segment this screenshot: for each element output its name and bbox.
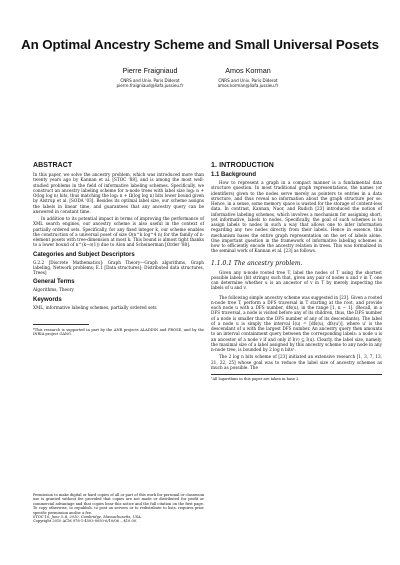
paper-title: An Optimal Ancestry Scheme and Small Universal Posets — [21, 37, 379, 52]
author-name: Pierre Fraigniaud — [122, 66, 178, 75]
abstract-paragraph: In this paper, we solve the ancestry problem, which was introduced more than twenty years ago by Kannan et al. [STOC '88], and is among the most well-studied problems in the field of informative labeling schemes. Specifically, we construct an ancestry labeling scheme for n-node trees with label size log₂ n + O(log log n) bits, thus matching the log₂ n + Ω(log log n) bits lower bound given by Alstrup et al. [SODA '03]. Besides its optimal label size, our scheme assigns the labels in linear time, and guarantees that any ancestry query can be answered in constant time. — [33, 172, 204, 214]
abstract-heading: ABSTRACT — [33, 162, 73, 169]
keywords-text: XML, informative labeling schemes, partially ordered sets — [33, 304, 157, 310]
categories-heading: Categories and Subject Descriptors — [33, 251, 135, 258]
left-column — [33, 162, 204, 339]
permission-text: Permission to make digital or hard copies of all or part of this work for personal or classroom use is granted without fee provided that copies are not made or distributed for profit or commercial advantage and that copies bear this notice and the full citation on the first page. To copy otherwise, to republish, to post on servers or to redistribute to lists, requires prior specific permission and/or a fee. — [33, 493, 204, 515]
introduction-heading: 1. INTRODUCTION — [211, 162, 274, 169]
support-footnote: *This research is supported in part by the ANR projects ALADDIN and PROSE, and by the INRIA project GANG. — [33, 327, 204, 337]
copyright-line: Copyright 2010 ACM 978-1-4503-0050-6/10/06 ...$10.00. — [33, 519, 138, 524]
categories-text: G.2.2 [Discrete Mathematics]: Graph Theory—Graph algorithms, Graph labeling, Network problems; E.1 [Data structures]: Distributed data structures, Trees] — [33, 259, 204, 275]
intro-paragraph: The 2 log n bits scheme of [23] initiated an extensive research [1, 3, 7, 13, 21, 22, 25] whose goal was to reduce the label size of ancestry schemes as much as possible. The — [211, 354, 382, 370]
author-name: Amos Korman — [225, 66, 271, 75]
author-email: amos.korman@liafa.jussieu.fr — [217, 83, 279, 89]
intro-paragraph: How to represent a graph in a compact manner is a fundamental data structure question. In most traditional graph representations, the names (or identifiers) given to the nodes serve merely as pointers to entries in a data structure, and thus reveal no information about the graph structure per se. Hence, in a sense, some memory space is wasted for the storage of content-less data. In contrast, Kannan, Naor, and Rudich [23] introduced the notion of informative labeling schemes, which involves a mechanism for assigning short, yet informative, labels to nodes. Specifically, the goal of such schemes is to assign labels to nodes in such a way that allows one to infer information regarding any two nodes directly from their labels. Hence in essence, this mechanism bases the entire graph representation on the set of labels alone. One important question in the framework of informative labeling schemes is how to efficiently encode the ancestry relation in trees. This was formalized in the seminal work of Kannan et al. [23] as follows. — [211, 180, 382, 254]
author-block — [183, 66, 313, 88]
keywords-heading: Keywords — [33, 296, 62, 303]
abstract-paragraph: In addition to its potential impact in terms of improving the performance of XML search engines, our ancestry scheme is also useful in the context of partially ordered sets. Specifically, for any fixed integer k, our scheme enables the construction of a universal poset of size O(n^k log^4 n) for the family of n-element posets with tree-dimension at most k. This bound is almost tight thanks to a lower bound of n^(k−o(1)) due to Alon and Scheinerman [Order '88]. — [33, 216, 204, 248]
author-affiliation: CNRS and Univ. Paris Diderot — [120, 78, 180, 83]
venue-line: STOC'10, June 5–8, 2010, Cambridge, Massachusetts, USA. — [33, 515, 142, 520]
general-terms-text: Algorithms, Theory — [33, 287, 74, 293]
ancestry-problem-heading: 1.1.0.1 The ancestry problem. — [211, 259, 303, 267]
intro-paragraph: Given any n-node rooted tree T, label the nodes of T using the shortest possible labels (bit strings) such that, given any pair of nodes u and v in T, one can determine whether u is an ancestor of v in T by merely inspecting the labels of u and v. — [211, 269, 382, 291]
log-footnote: ¹All logarithms in this paper are taken in base 2. — [211, 374, 382, 382]
author-affiliation: CNRS and Univ. Paris Diderot — [218, 78, 278, 83]
permission-block — [33, 493, 204, 524]
right-column — [211, 162, 382, 382]
general-terms-heading: General Terms — [33, 279, 75, 286]
background-heading: 1.1 Background — [211, 172, 257, 178]
footnote-separator — [33, 324, 89, 325]
intro-paragraph: The following simple ancestry scheme was suggested in [23]. Given a rooted n-node tree T, perform a DFS traversal in T starting at the root, and provide each node u with a DFS number, dfs(u), in the range [1, n − 1]. (Recall, in a DFS traversal, a node is visited before any of its children, thus, the DFS number of a node is smaller than the DFS number of any of its descendants). The label of a node u is simply the interval I(u) = [dfs(u), dfs(u')], where u' is the descendant of u with the largest DFS number. An ancestry query then amounts to an interval containment query between the corresponding labels: a node u is an ancestor of a node v if and only if I(v) ⊆ I(u). Clearly, the label size, namely, the maximal size of a label assigned by this ancestry scheme to any node in any n-node tree, is bounded by 2 log n bits¹. — [211, 294, 382, 352]
author-email: pierre.fraigniaud@liafa.jussieu.fr — [116, 83, 184, 89]
